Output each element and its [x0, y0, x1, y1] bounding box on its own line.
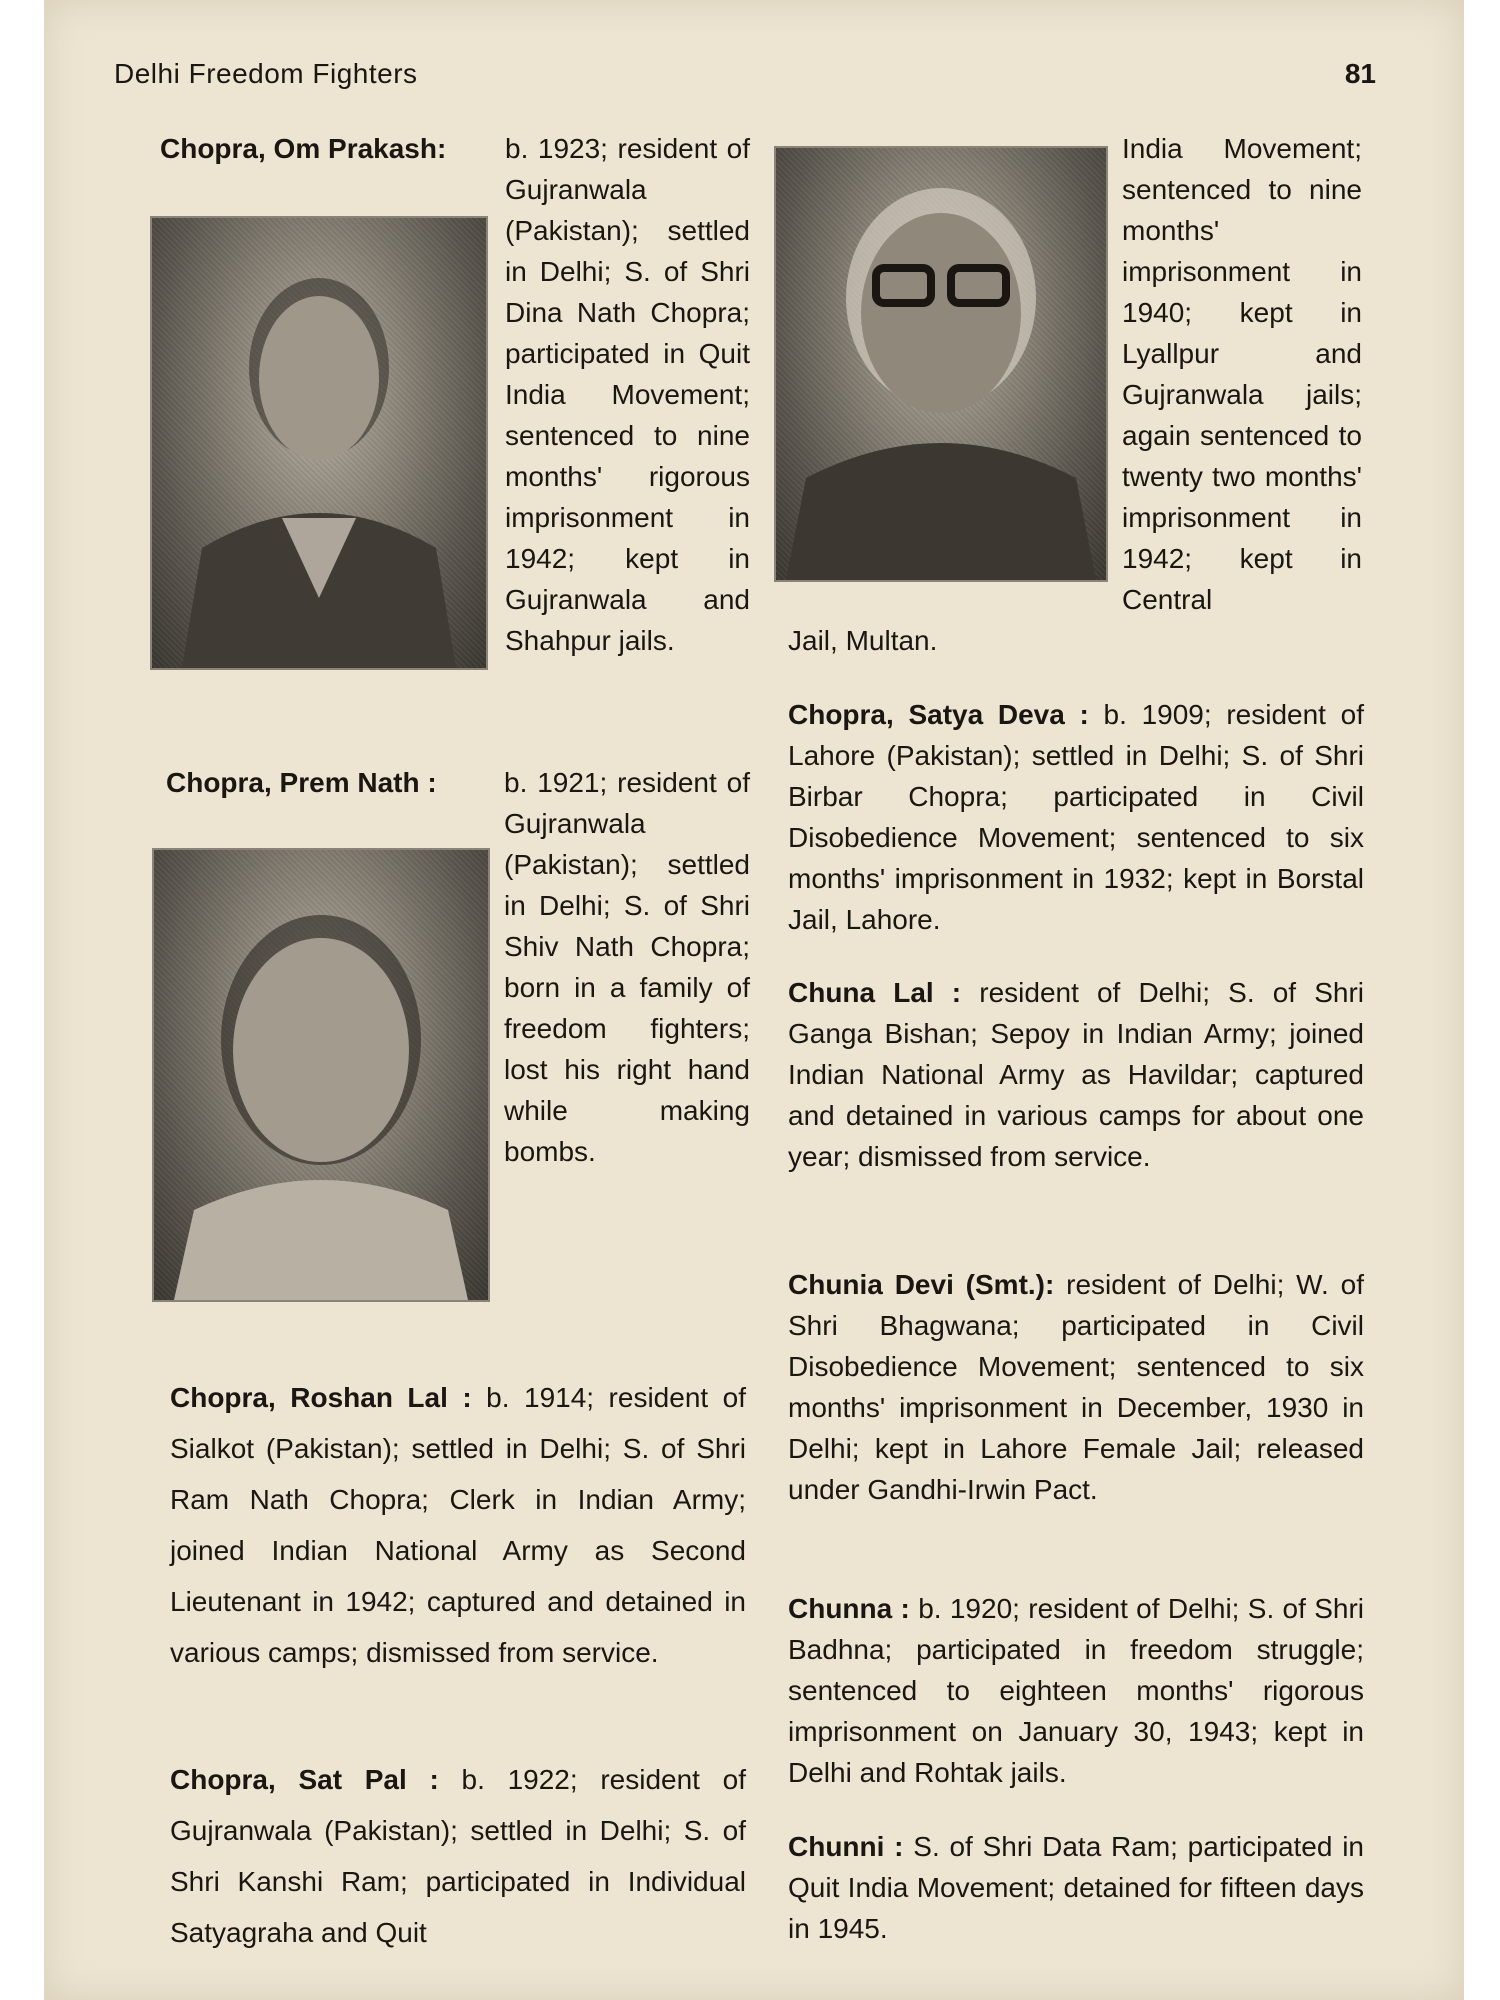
entry-text: resident of Delhi; W. of Shri Bhagwana; participated in Civil Disobedience Movement; sentenced to six months' imprisonment in December, 1930 in Delhi; kept in Lahore Female Jail; released under Gandhi-Irwin Pact. — [788, 1269, 1365, 1505]
entry-chuna-lal — [788, 972, 1364, 1177]
entry-text: India Movement; sentenced to nine months' imprisonment in 1940; kept in Lyallpur and Gujranwala jails; again sentenced to twenty two months' imprisonment in 1942; kept in Central — [1122, 133, 1362, 615]
entry-name: Chopra, Sat Pal : — [170, 1764, 439, 1795]
entry-text: resident of Delhi; S. of Shri Ganga Bishan; Sepoy in Indian Army; joined Indian National Army as Havildar; captured and detained in various camps for about one year; dismissed from service. — [788, 977, 1364, 1172]
running-header-title: Delhi Freedom Fighters — [114, 58, 418, 89]
entry-satya-deva — [788, 694, 1364, 940]
entry-om-prakash — [160, 128, 750, 661]
portrait-photo-sat-pal — [774, 146, 1108, 582]
entry-text: b. 1920; resident of Delhi; S. of Shri Badhna; participated in freedom struggle; sentenced to eighteen months' rigorous imprisonment on January 30, 1943; kept in Delhi and Rohtak jails. — [788, 1593, 1365, 1788]
entry-chunia-devi — [788, 1264, 1364, 1510]
entry-name: Chopra, Satya Deva : — [788, 699, 1089, 730]
entry-text: S. of Shri Data Ram; participated in Quit India Movement; detained for fifteen days in 1945. — [788, 1831, 1364, 1944]
entry-text: b. 1922; resident of Gujranwala (Pakistan); settled in Delhi; S. of Shri Kanshi Ram; participated in Individual Satyagraha and Quit — [170, 1764, 746, 1948]
entry-sat-pal — [170, 1754, 746, 1958]
entry-chunna — [788, 1588, 1364, 1793]
entry-roshan-lal — [170, 1372, 746, 1678]
entry-name: Chopra, Prem Nath : — [166, 767, 437, 798]
portrait-figure-icon — [776, 148, 1106, 580]
entry-name: Chunni : — [788, 1831, 904, 1862]
entry-text: Jail, Multan. — [788, 625, 938, 656]
entry-name: Chopra, Roshan Lal : — [170, 1382, 472, 1413]
entry-name: Chuna Lal : — [788, 977, 962, 1008]
entry-text: b. 1909; resident of Lahore (Pakistan); settled in Delhi; S. of Shri Birbar Chopra; participated in Civil Disobedience Movement; sentenced to six months' imprisonment in 1932; kept in Borstal Jail, Lahore. — [788, 699, 1364, 935]
entry-text: b. 1914; resident of Sialkot (Pakistan); settled in Delhi; S. of Shri Ram Nath Chopra; Clerk in Indian Army; joined Indian National Army as Second Lieutenant in 1942; captured and detained in various camps; dismissed from service. — [170, 1382, 746, 1668]
entry-text: b. 1921; resident of Gujranwala (Pakistan); settled in Delhi; S. of Shri Shiv Nath Chopra; born in a family of freedom fighters; lost his right hand while making bombs. — [504, 767, 750, 1167]
entry-text: b. 1923; resident of Gujranwala (Pakistan); settled in Delhi; S. of Shri Dina Nath Chopra; participated in Quit India Movement; sentenced to nine months' rigorous imprisonment in 1942; kept in Gujranwala and Shahpur jails. — [505, 133, 750, 656]
entry-chunni — [788, 1826, 1364, 1949]
entry-prem-nath — [166, 762, 750, 1172]
entry-name: Chopra, Om Prakash: — [160, 133, 447, 164]
entry-sat-pal-end — [788, 620, 1358, 661]
entry-name: Chunna : — [788, 1593, 910, 1624]
entry-sat-pal-continued — [1122, 128, 1362, 620]
entry-name: Chunia Devi (Smt.): — [788, 1269, 1055, 1300]
page-number: 81 — [1344, 58, 1376, 89]
